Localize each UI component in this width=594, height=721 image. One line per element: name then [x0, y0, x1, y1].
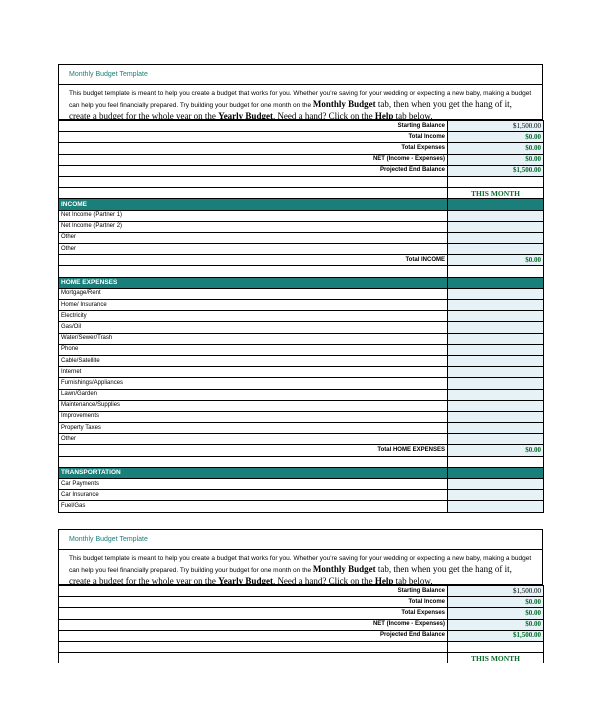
item-value[interactable] — [448, 434, 544, 445]
empty-cell — [59, 266, 448, 277]
item-value[interactable] — [448, 322, 544, 333]
empty-cell[interactable] — [59, 641, 448, 652]
desc-bold: Yearly Budget — [218, 576, 273, 586]
header-fill — [448, 199, 544, 210]
section-header-row — [59, 277, 544, 288]
sheet-title: Monthly Budget Template — [69, 536, 148, 543]
item-label: Gas/Oil — [59, 322, 448, 333]
home-expenses-header: HOME EXPENSES — [59, 277, 448, 288]
empty-cell — [448, 456, 544, 467]
table-row — [59, 300, 544, 311]
item-value[interactable] — [448, 288, 544, 299]
spacer-row — [59, 176, 544, 187]
table-row — [59, 411, 544, 422]
item-label: Phone — [59, 344, 448, 355]
item-label: Fuel/Gas — [59, 501, 448, 512]
total-label: Total INCOME — [59, 255, 448, 266]
item-label: Other — [59, 244, 448, 255]
total-value: $0.00 — [448, 445, 544, 456]
income-header: INCOME — [59, 199, 448, 210]
table-row — [59, 221, 544, 232]
summary-label: Total Income — [59, 597, 448, 608]
item-value[interactable] — [448, 411, 544, 422]
item-label: Net Income (Partner 2) — [59, 221, 448, 232]
item-label: Maintenance/Supplies — [59, 400, 448, 411]
empty-cell[interactable] — [448, 176, 544, 187]
table-row — [59, 232, 544, 243]
empty-cell — [59, 456, 448, 467]
summary-value[interactable]: $0.00 — [448, 608, 544, 619]
desc-part: This budget template is meant to help you create a budget that works for you. Whether you're saving for your wedding or expecting a new baby, making a budget can help you feel financially prepared. Try building your budget for one month on the — [69, 555, 532, 574]
item-label: Cable/Satellite — [59, 355, 448, 366]
summary-value[interactable]: $1,500.00 — [448, 165, 544, 176]
item-label: Net Income (Partner 1) — [59, 210, 448, 221]
table-row — [59, 378, 544, 389]
budget-table — [58, 585, 544, 663]
summary-row — [59, 132, 544, 143]
desc-part: tab, then when you get the hang of it, create a budget for the whole year on the — [69, 564, 512, 586]
item-value[interactable] — [448, 423, 544, 434]
table-row — [59, 367, 544, 378]
item-value[interactable] — [448, 311, 544, 322]
empty-cell — [59, 188, 448, 199]
item-label: Car Insurance — [59, 490, 448, 501]
summary-label: Starting Balance — [59, 586, 448, 597]
table-row — [59, 389, 544, 400]
table-row — [59, 322, 544, 333]
table-row — [59, 344, 544, 355]
item-label: Furnishings/Appliances — [59, 378, 448, 389]
summary-label: NET (Income - Expenses) — [59, 154, 448, 165]
summary-label: Projected End Balance — [59, 630, 448, 641]
item-label: Improvements — [59, 411, 448, 422]
item-value[interactable] — [448, 221, 544, 232]
item-label: Property Taxes — [59, 423, 448, 434]
item-value[interactable] — [448, 490, 544, 501]
summary-row — [59, 143, 544, 154]
table-row — [59, 490, 544, 501]
item-label: Home/ Insurance — [59, 300, 448, 311]
item-value[interactable] — [448, 389, 544, 400]
total-value: $0.00 — [448, 255, 544, 266]
item-value[interactable] — [448, 300, 544, 311]
table-row — [59, 311, 544, 322]
budget-sheet-1 — [58, 64, 543, 513]
table-row — [59, 423, 544, 434]
spacer-row — [59, 266, 544, 277]
this-month-label: THIS MONTH — [448, 188, 544, 199]
this-month-label: THIS MONTH — [448, 653, 544, 664]
item-value[interactable] — [448, 378, 544, 389]
table-row — [59, 501, 544, 512]
summary-label: Starting Balance — [59, 121, 448, 132]
summary-label: Total Expenses — [59, 608, 448, 619]
item-label: Car Payments — [59, 479, 448, 490]
item-value[interactable] — [448, 244, 544, 255]
table-row — [59, 479, 544, 490]
table-row — [59, 333, 544, 344]
table-row — [59, 434, 544, 445]
desc-part: . Need a hand? Click on the — [272, 576, 375, 586]
desc-bold: Help — [374, 576, 394, 586]
this-month-row — [59, 653, 544, 664]
title-row — [58, 529, 543, 550]
summary-value[interactable]: $0.00 — [448, 619, 544, 630]
desc-bold: Yearly Budget — [218, 111, 273, 121]
spacer-row — [59, 456, 544, 467]
transportation-header: TRANSPORTATION — [59, 467, 448, 478]
budget-sheet-2 — [58, 529, 543, 663]
desc-part: tab, then when you get the hang of it, create a budget for the whole year on the — [69, 99, 512, 121]
description-box — [58, 550, 543, 585]
item-value[interactable] — [448, 479, 544, 490]
item-value[interactable] — [448, 501, 544, 512]
total-row — [59, 255, 544, 266]
spacer-row — [59, 641, 544, 652]
item-label: Mortgage/Rent — [59, 288, 448, 299]
item-label: Other — [59, 434, 448, 445]
item-value[interactable] — [448, 355, 544, 366]
table-row — [59, 210, 544, 221]
sheet-title: Monthly Budget Template — [69, 71, 148, 78]
table-row — [59, 288, 544, 299]
item-value[interactable] — [448, 367, 544, 378]
empty-cell[interactable] — [59, 176, 448, 187]
summary-row — [59, 630, 544, 641]
section-header-row — [59, 199, 544, 210]
empty-cell — [448, 266, 544, 277]
total-label: Total HOME EXPENSES — [59, 445, 448, 456]
summary-value[interactable]: $1,500.00 — [448, 121, 544, 132]
summary-value[interactable]: $0.00 — [448, 132, 544, 143]
summary-value[interactable]: $0.00 — [448, 154, 544, 165]
item-label: Electricity — [59, 311, 448, 322]
summary-value[interactable]: $0.00 — [448, 597, 544, 608]
this-month-row — [59, 188, 544, 199]
description-text — [69, 89, 532, 123]
title-row — [58, 64, 543, 85]
table-row — [59, 244, 544, 255]
item-label: Internet — [59, 367, 448, 378]
desc-part: This budget template is meant to help you create a budget that works for you. Whether you're saving for your wedding or expecting a new baby, making a budget can help you feel financially prepared. Try building your budget for one month on the — [69, 90, 532, 109]
summary-label: Total Expenses — [59, 143, 448, 154]
item-label: Lawn/Garden — [59, 389, 448, 400]
desc-part: . Need a hand? Click on the — [272, 111, 375, 121]
item-value[interactable] — [448, 210, 544, 221]
table-row — [59, 355, 544, 366]
summary-row — [59, 619, 544, 630]
desc-bold: Monthly Budget — [312, 564, 376, 574]
item-value[interactable] — [448, 400, 544, 411]
summary-value[interactable]: $1,500.00 — [448, 586, 544, 597]
item-value[interactable] — [448, 232, 544, 243]
summary-label: NET (Income - Expenses) — [59, 619, 448, 630]
header-fill — [448, 467, 544, 478]
table-row — [59, 400, 544, 411]
desc-bold: Help — [374, 111, 394, 121]
empty-cell[interactable] — [448, 641, 544, 652]
summary-value[interactable]: $1,500.00 — [448, 630, 544, 641]
desc-part: tab below. — [393, 111, 433, 121]
summary-label: Total Income — [59, 132, 448, 143]
total-row — [59, 445, 544, 456]
desc-bold: Monthly Budget — [312, 99, 376, 109]
item-value[interactable] — [448, 344, 544, 355]
summary-value[interactable]: $0.00 — [448, 143, 544, 154]
summary-row — [59, 608, 544, 619]
item-label: Water/Sewer/Trash — [59, 333, 448, 344]
item-value[interactable] — [448, 333, 544, 344]
summary-label: Projected End Balance — [59, 165, 448, 176]
summary-row — [59, 597, 544, 608]
empty-cell — [59, 653, 448, 664]
header-fill — [448, 277, 544, 288]
desc-part: tab below. — [393, 576, 433, 586]
summary-row — [59, 165, 544, 176]
item-label: Other — [59, 232, 448, 243]
description-box — [58, 85, 543, 120]
budget-table — [58, 120, 544, 513]
summary-row — [59, 154, 544, 165]
description-text — [69, 554, 532, 588]
section-header-row — [59, 467, 544, 478]
